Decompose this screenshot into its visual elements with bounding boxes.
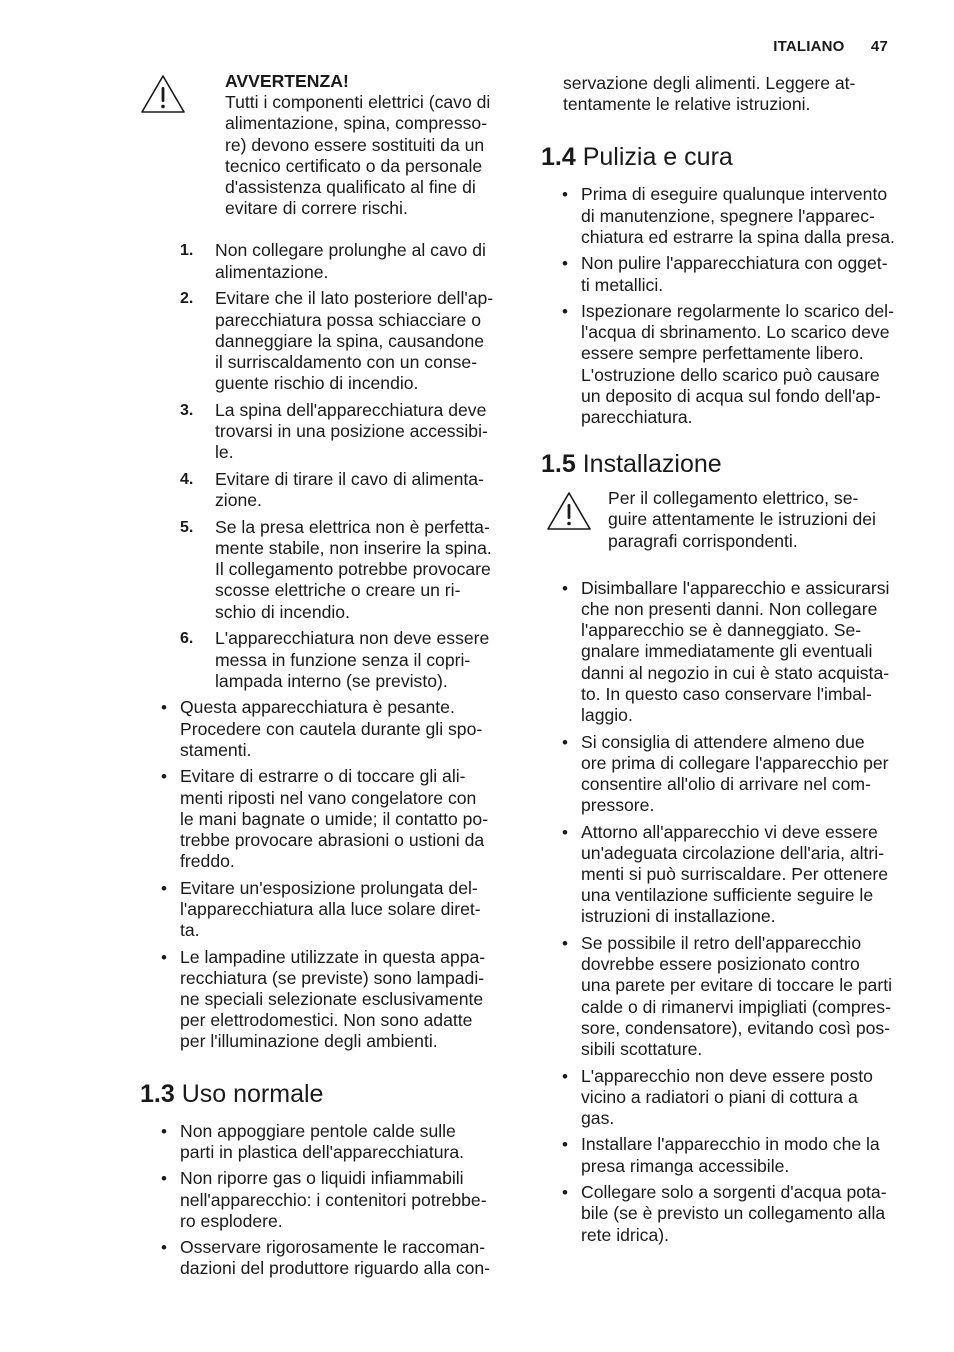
text-line: ne speciali selezionate esclusivamente (180, 989, 484, 1010)
text-line: • Non riporre gas o liquidi infiammabili (180, 1168, 464, 1189)
language-label: ITALIANO (773, 38, 845, 55)
text-line: ta. (180, 920, 200, 941)
text-line: gas. (581, 1107, 615, 1128)
text-line: parecchiatura. (581, 407, 693, 428)
text-line: • Evitare un'esposizione prolungata del- (180, 877, 478, 898)
text-line: • Prima di eseguire qualunque intervento (581, 184, 888, 205)
list-item (541, 301, 901, 428)
text-line: danni al negozio in cui è stato acquista- (581, 662, 890, 683)
list-item (541, 1066, 901, 1130)
text-line: paragrafi corrispondenti. (608, 530, 798, 551)
text-line: La spina dell'apparecchiatura deve (215, 399, 487, 420)
text-line: parti in plastica dell'apparecchiatura. (180, 1141, 465, 1162)
item-number: 1. (180, 242, 194, 260)
bullet-list (140, 697, 515, 1052)
text-line: Evitare di tirare il cavo di alimenta- (215, 468, 484, 489)
text-line: ti metallici. (581, 274, 664, 295)
list-item (541, 253, 901, 295)
section-heading-1-3 (140, 1079, 515, 1109)
text-line: una ventilazione sufficiente seguire le (581, 885, 874, 906)
text-line: alimentazione, spina, compresso- (225, 113, 488, 134)
text-line: • Evitare di estrarre o di toccare gli ali- (180, 766, 466, 787)
text-line: l'acqua di sbrinamento. Lo scarico deve (581, 322, 890, 343)
text-line: • L'apparecchio non deve essere posto (581, 1065, 873, 1086)
text-line: il surriscaldamento con un conse- (215, 351, 478, 372)
list-item (140, 697, 515, 761)
text-line: schio di incendio. (215, 601, 350, 622)
text-line: scosse elettriche o creare un ri- (215, 580, 461, 601)
section-heading-1-4 (541, 142, 901, 172)
list-item (541, 1134, 901, 1176)
text-line: Non collegare prolunghe al cavo di (215, 240, 486, 261)
text-line: essere sempre perfettamente libero. (581, 343, 864, 364)
text-line: sibili scottature. (581, 1039, 703, 1059)
section-number: 1.3 (140, 1079, 175, 1108)
text-line: trebbe provocare abrasioni o ustioni da (180, 830, 485, 850)
text-line: Se la presa elettrica non è perfetta- (215, 516, 490, 537)
text-line: istruzioni di installazione. (581, 906, 776, 927)
warning-text (225, 71, 515, 219)
list-item (541, 933, 901, 1060)
text-line: freddo. (180, 851, 235, 872)
section-heading-1-5 (541, 449, 901, 479)
list-item (541, 578, 901, 726)
text-line: stamenti. (180, 739, 252, 760)
section-title: Installazione (582, 450, 722, 479)
text-line: • Installare l'apparecchio in modo che la (581, 1134, 880, 1155)
text-line: L'apparecchiatura non deve essere (215, 628, 490, 649)
text-line: l'apparecchio se è danneggiato. Se- (581, 620, 862, 641)
numbered-item (140, 288, 515, 394)
list-item (140, 947, 515, 1053)
text-line: sore, condensatore), evitando così pos- (581, 1017, 891, 1038)
text-line: menti riposti nel vano congelatore con (180, 787, 477, 808)
text-line: rete idrica). (581, 1224, 669, 1245)
text-line: nell'apparecchio: i contenitori potrebbe- (180, 1189, 487, 1210)
text-line: • Si consiglia di attendere almeno due (581, 731, 865, 752)
right-column (541, 0, 901, 1251)
text-line: • Attorno all'apparecchio vi deve essere (581, 821, 878, 842)
list-item (541, 1182, 901, 1246)
section-title: Uso normale (181, 1079, 324, 1108)
text-line: recchiatura (se previste) sono lampadi- (180, 967, 485, 988)
text-line: Per il collegamento elettrico, se- (608, 488, 859, 509)
text-line: • Se possibile il retro dell'apparecchio (581, 932, 862, 953)
numbered-item (140, 400, 515, 464)
warning-block (140, 71, 515, 219)
text-line: che non presenti danni. Non collegare (581, 599, 878, 620)
text-line: L'ostruzione dello scarico può causare (581, 364, 880, 385)
text-line: trovarsi in una posizione accessibi- (215, 421, 488, 442)
text-line: Tutti i componenti elettrici (cavo di (225, 92, 491, 113)
page-number: 47 (870, 38, 888, 55)
item-number: 5. (180, 518, 194, 536)
text-line: • Collegare solo a sorgenti d'acqua pota- (581, 1182, 887, 1203)
continuation-text (541, 73, 901, 115)
text-line: • Ispezionare regolarmente lo scarico del- (581, 301, 894, 322)
text-line: re) devono essere sostituiti da un (225, 134, 485, 155)
text-line: Procedere con cautela durante gli spo- (180, 718, 483, 739)
list-item (140, 1121, 515, 1163)
warning-triangle-icon (140, 73, 186, 115)
text-line: • Non appoggiare pentole calde sulle (180, 1120, 456, 1141)
text-line: per l'illuminazione degli ambienti. (180, 1031, 438, 1052)
bullet-list-installation (541, 578, 901, 1246)
text-line: le mani bagnate o umide; il contatto po- (180, 808, 489, 829)
text-line: vicino a radiatori o piani di cottura a (581, 1086, 858, 1107)
text-line: ore prima di collegare l'apparecchio per (581, 752, 889, 773)
list-item (140, 1237, 515, 1279)
text-line: evitare di correre rischi. (225, 198, 408, 219)
text-line: Evitare che il lato posteriore dell'ap- (215, 288, 494, 309)
list-item (541, 184, 901, 248)
text-line: tentamente le relative istruzioni. (563, 94, 811, 115)
text-line: pressore. (581, 795, 655, 816)
text-line: consentire all'olio di arrivare nel com- (581, 773, 871, 794)
text-line: d'assistenza qualificato al fine di (225, 177, 476, 198)
text-line: gnalare immediatamente gli eventuali (581, 641, 873, 662)
list-item (140, 1168, 515, 1232)
text-line: dovrebbe essere posizionato contro (581, 954, 860, 975)
text-line: dazioni del produttore riguardo alla con- (180, 1258, 491, 1279)
list-item (541, 732, 901, 817)
text-line: tecnico certificato o da personale (225, 155, 483, 176)
text-line: laggio. (581, 705, 633, 726)
item-number: 3. (180, 401, 194, 419)
text-line: un deposito di acqua sul fondo dell'ap- (581, 385, 881, 406)
warning-body (225, 92, 515, 219)
text-line: servazione degli alimenti. Leggere at- (563, 73, 856, 93)
list-item (140, 878, 515, 942)
numbered-item (140, 240, 515, 282)
text-line: le. (215, 442, 234, 463)
text-line: l'apparecchiatura alla luce solare diret- (180, 898, 481, 919)
numbered-item (140, 469, 515, 511)
text-line: lampada interno (se previsto). (215, 670, 448, 691)
numbered-list (140, 240, 515, 692)
text-line: guente rischio di incendio. (215, 373, 419, 394)
item-number: 2. (180, 290, 194, 308)
install-warning-block (541, 488, 901, 552)
text-line: presa rimanga accessibile. (581, 1155, 790, 1176)
install-warning-text (608, 488, 901, 552)
text-line: to. In questo caso conservare l'imbal- (581, 683, 872, 704)
bullet-list-usage (140, 1121, 515, 1280)
list-item (541, 822, 901, 928)
numbered-item (140, 628, 515, 692)
warning-triangle-icon (546, 490, 592, 532)
text-line: Il collegamento potrebbe provocare (215, 559, 491, 580)
text-line: di manutenzione, spegnere l'apparec- (581, 205, 875, 226)
text-line: zione. (215, 490, 262, 511)
text-line: • Osservare rigorosamente le raccoman- (180, 1237, 486, 1258)
text-line: guire attentamente le istruzioni dei (608, 509, 876, 530)
numbered-item (140, 517, 515, 623)
text-line: messa in funzione senza il copri- (215, 649, 471, 670)
item-number: 6. (180, 630, 194, 648)
section-number: 1.5 (541, 450, 576, 479)
left-column (140, 0, 515, 1285)
section-number: 1.4 (541, 143, 576, 172)
text-line: • Le lampadine utilizzate in questa appa- (180, 946, 486, 967)
text-line: un'adeguata circolazione dell'aria, altri- (581, 842, 885, 863)
section-title: Pulizia e cura (582, 143, 733, 172)
text-line: danneggiare la spina, causandone (215, 330, 485, 351)
text-line: • Disimballare l'apparecchio e assicurarsi (581, 577, 890, 598)
warning-title: AVVERTENZA! (225, 71, 349, 91)
text-line: parecchiatura possa schiacciare o (215, 309, 482, 330)
text-line: per elettrodomestici. Non sono adatte (180, 1010, 473, 1031)
text-line: mente stabile, non inserire la spina. (215, 538, 492, 559)
text-line: ro esplodere. (180, 1210, 283, 1231)
text-line: alimentazione. (215, 261, 329, 282)
text-line: calde o di rimanervi impigliati (compres- (581, 996, 891, 1017)
text-line: • Questa apparecchiatura è pesante. (180, 697, 455, 718)
text-line: una parete per evitare di toccare le parti (581, 975, 893, 996)
list-item (140, 766, 515, 872)
text-line: bile (se è previsto un collegamento alla (581, 1203, 886, 1224)
text-line: menti si può surriscaldare. Per ottenere (581, 864, 889, 885)
text-line: • Non pulire l'apparecchiatura con ogget- (581, 253, 888, 274)
text-line: chiatura ed estrarre la spina dalla presa. (581, 226, 895, 247)
item-number: 4. (180, 470, 194, 488)
bullet-list-cleaning (541, 184, 901, 428)
